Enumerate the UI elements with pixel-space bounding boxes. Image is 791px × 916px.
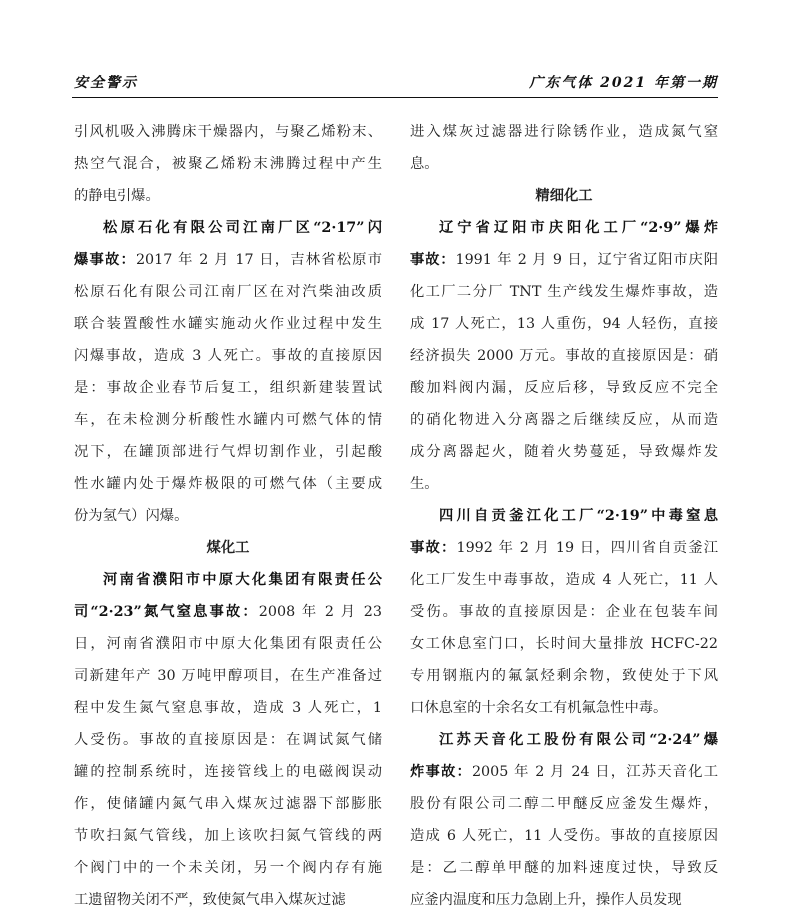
text-line	[74, 756, 382, 788]
text-line	[74, 788, 382, 820]
body-text: 经济损失 2000 万元。事故的直接原因是：硝	[410, 348, 718, 364]
body-text: 酸加料阀内漏，反应后移，导致反应不完全	[410, 380, 718, 396]
text-line	[410, 852, 718, 884]
body-text: 联合装置酸性水罐实施动火作业过程中发生	[74, 316, 382, 332]
text-line	[410, 596, 718, 628]
text-line	[410, 116, 718, 148]
body-text: 松原石化有限公司江南厂区在对汽柴油改质	[74, 284, 382, 300]
body-text: 的硝化物进入分离器之后继续反应，从而造	[410, 412, 718, 428]
text-line	[74, 436, 382, 468]
body-text: 性水罐内处于爆炸极限的可燃气体（主要成	[74, 476, 382, 492]
text-line	[74, 404, 382, 436]
section-heading: 精细化工	[535, 188, 593, 204]
incident-title: 河南省濮阳市中原大化集团有限责任公	[103, 572, 382, 588]
incident-title: 爆事故：	[74, 252, 136, 268]
text-line	[410, 212, 718, 244]
body-text: 人受伤。事故的直接原因是：在调试氮气储	[74, 732, 382, 748]
body-text: 进入煤灰过滤器进行除锈作业，造成氮气窒	[410, 124, 718, 140]
body-text: 造成 6 人死亡，11 人受伤。事故的直接原因	[410, 828, 718, 844]
text-line	[74, 340, 382, 372]
body-text: 2005 年 2 月 24 日，江苏天音化工	[471, 764, 718, 780]
body-text: 司新建年产 30 万吨甲醇项目，在生产准备过	[74, 668, 382, 684]
text-line	[74, 116, 382, 148]
text-line	[74, 820, 382, 852]
section-heading: 煤化工	[206, 540, 250, 556]
incident-title: 辽宁省辽阳市庆阳化工厂“2·9”爆炸	[439, 220, 718, 236]
body-text: 成分离器起火，随着火势蔓延，导致爆炸发	[410, 444, 718, 460]
body-text: 引风机吸入沸腾床干燥器内，与聚乙烯粉末、	[74, 124, 382, 140]
body-text: 应釜内温度和压力急剧上升，操作人员发现	[410, 892, 682, 908]
text-line	[410, 788, 718, 820]
body-text: 口休息室的十余名女工有机氟急性中毒。	[410, 700, 668, 716]
body-text: 女工休息室门口，长时间大量排放 HCFC-22	[410, 636, 718, 652]
incident-title: 江苏天音化工股份有限公司“2·24”爆	[439, 732, 718, 748]
text-line	[74, 180, 382, 212]
body-text: 的静电引爆。	[74, 188, 160, 204]
body-text: 份为氢气）闪爆。	[74, 508, 189, 524]
body-text: 工遗留物关闭不严，致使氮气串入煤灰过滤	[74, 892, 346, 908]
text-line	[410, 372, 718, 404]
body-text: 个阀门中的一个未关闭，另一个阀内存有施	[74, 860, 382, 876]
body-text: 成 17 人死亡，13 人重伤，94 人轻伤，直接	[410, 316, 718, 332]
text-line	[74, 628, 382, 660]
body-text: 日，河南省濮阳市中原大化集团有限责任公	[74, 636, 382, 652]
text-line	[410, 404, 718, 436]
text-line	[74, 468, 382, 500]
text-line	[410, 244, 718, 276]
body-text: 程中发生氮气窒息事故，造成 3 人死亡，1	[74, 700, 382, 716]
text-line	[410, 756, 718, 788]
body-text: 闪爆事故，造成 3 人死亡。事故的直接原因	[74, 348, 382, 364]
text-line	[410, 500, 718, 532]
text-line	[74, 308, 382, 340]
text-line	[410, 148, 718, 180]
text-line	[410, 628, 718, 660]
body-text: 车，在未检测分析酸性水罐内可燃气体的情	[74, 412, 382, 428]
body-text: 化工厂发生中毒事故，造成 4 人死亡，11 人	[410, 572, 718, 588]
body-text: 股份有限公司二醇二甲醚反应釜发生爆炸，	[410, 796, 718, 812]
text-line	[410, 724, 718, 756]
text-line	[74, 212, 382, 244]
text-line	[410, 532, 718, 564]
body-text: 2008 年 2 月 23	[258, 604, 382, 620]
text-line	[74, 276, 382, 308]
text-line	[410, 340, 718, 372]
text-line	[410, 564, 718, 596]
text-line	[410, 308, 718, 340]
body-text: 1992 年 2 月 19 日，四川省自贡釜江	[456, 540, 718, 556]
text-line	[410, 276, 718, 308]
text-line	[74, 596, 382, 628]
text-line	[74, 564, 382, 596]
body-text: 作，使储罐内氮气串入煤灰过滤器下部膨胀	[74, 796, 382, 812]
text-line	[410, 884, 718, 916]
body-text: 化工厂二分厂 TNT 生产线发生爆炸事故，造	[410, 284, 718, 300]
body-text: 况下，在罐顶部进行气焊切割作业，引起酸	[74, 444, 382, 460]
body-text: 节吹扫氮气管线，加上该吹扫氮气管线的两	[74, 828, 382, 844]
left-column	[74, 116, 382, 916]
body-text: 1991 年 2 月 9 日，辽宁省辽阳市庆阳	[455, 252, 718, 268]
text-line	[74, 884, 382, 916]
text-line	[410, 468, 718, 500]
body-text: 生。	[410, 476, 439, 492]
text-line	[74, 724, 382, 756]
incident-title: 四川自贡釜江化工厂“2·19”中毒窒息	[439, 508, 718, 524]
right-column	[410, 116, 718, 916]
incident-title: 司“2·23”氮气窒息事故：	[74, 604, 259, 620]
body-text: 热空气混合，被聚乙烯粉末沸腾过程中产生	[74, 156, 382, 172]
text-line	[74, 372, 382, 404]
body-text: 2017 年 2 月 17 日，吉林省松原市	[135, 252, 382, 268]
body-text: 息。	[410, 156, 439, 172]
incident-title: 炸事故：	[410, 764, 472, 780]
running-header-journal: 广东气体 2021 年第一期	[529, 75, 718, 91]
text-line	[74, 148, 382, 180]
text-line	[74, 244, 382, 276]
body-text: 是：乙二醇单甲醚的加料速度过快，导致反	[410, 860, 718, 876]
incident-title: 松原石化有限公司江南厂区“2·17”闪	[103, 220, 382, 236]
text-line	[74, 852, 382, 884]
text-line	[410, 436, 718, 468]
body-text: 专用钢瓶内的氟氯烃剩余物，致使处于下风	[410, 668, 718, 684]
text-line	[74, 692, 382, 724]
text-line	[410, 660, 718, 692]
running-header-section: 安全警示	[74, 75, 138, 91]
body-text: 是：事故企业春节后复工，组织新建装置试	[74, 380, 382, 396]
text-line	[74, 660, 382, 692]
text-line	[74, 500, 382, 532]
text-line	[410, 692, 718, 724]
incident-title: 事故：	[410, 252, 456, 268]
header-rule	[72, 97, 718, 98]
text-line	[410, 820, 718, 852]
body-text: 受伤。事故的直接原因是：企业在包装车间	[410, 604, 718, 620]
body-text: 罐的控制系统时，连接管线上的电磁阀误动	[74, 764, 382, 780]
incident-title: 事故：	[410, 540, 457, 556]
